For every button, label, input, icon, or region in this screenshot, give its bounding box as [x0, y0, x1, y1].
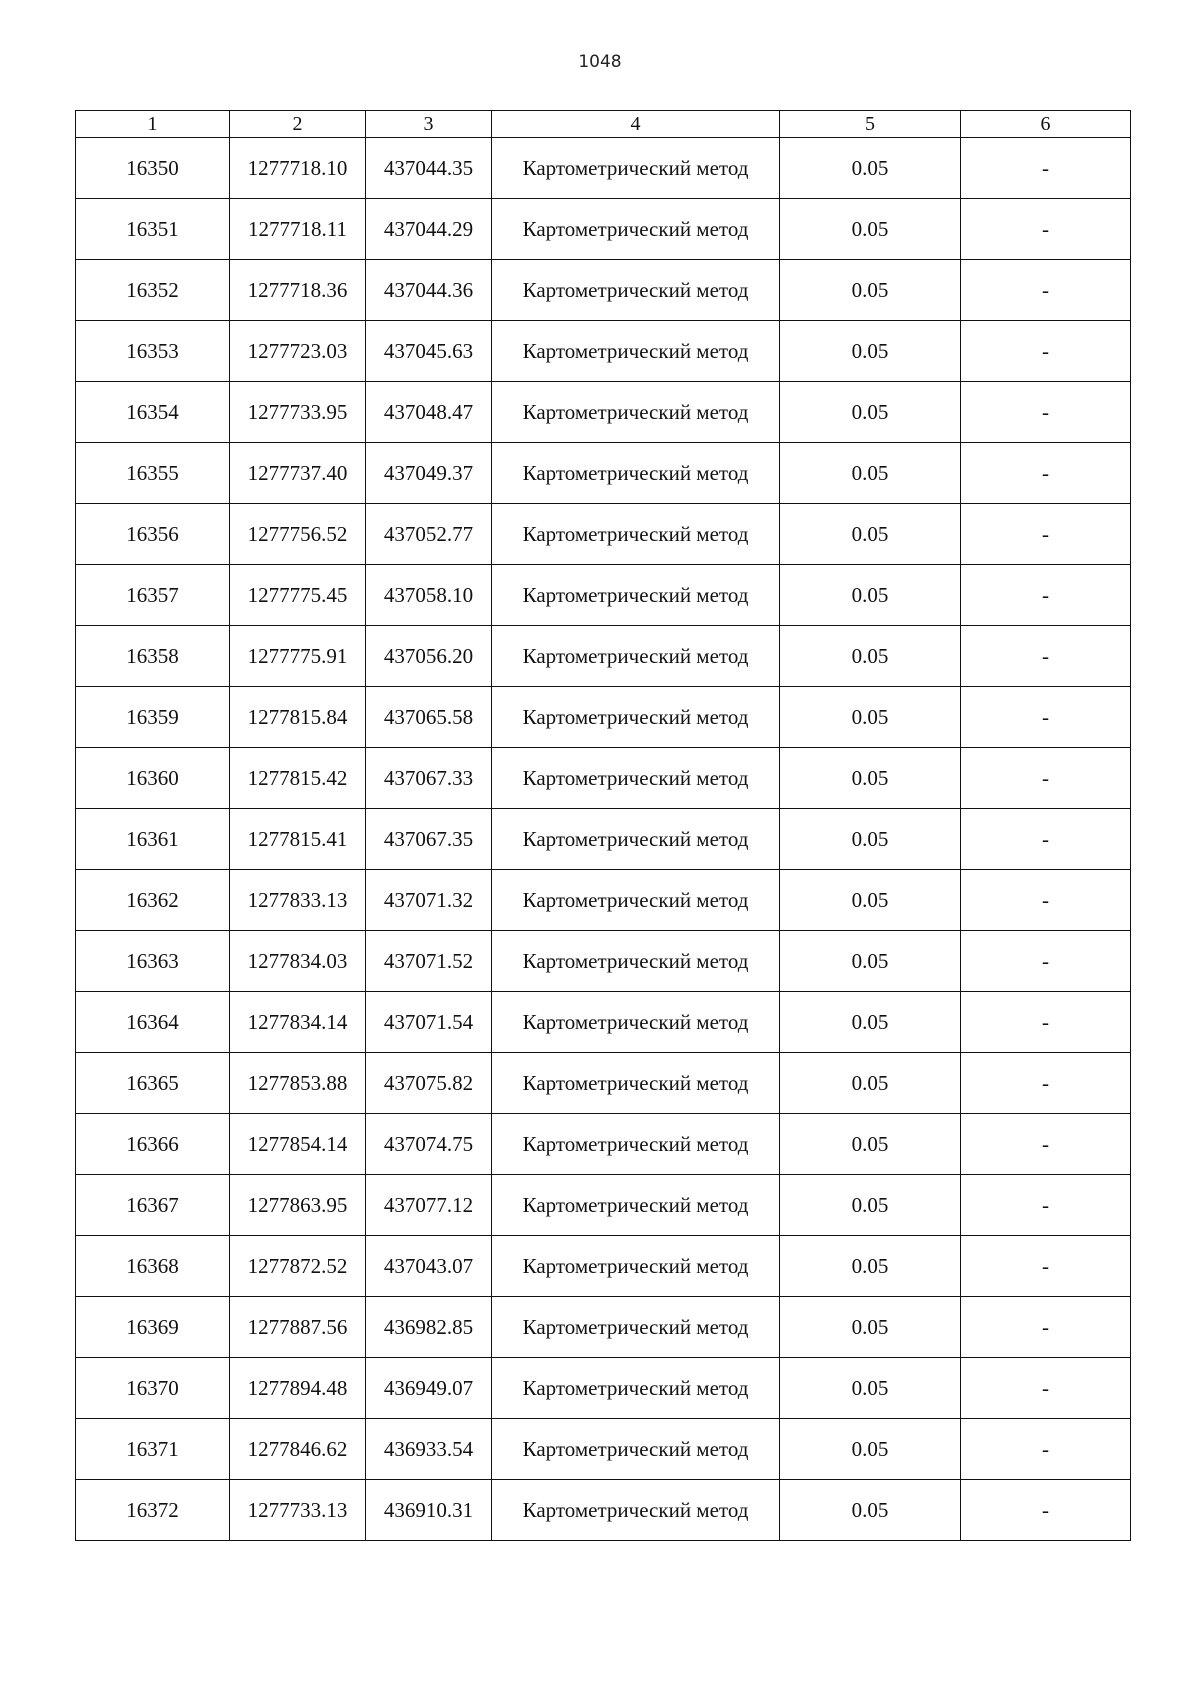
y-coordinate-cell: 437071.32: [366, 870, 492, 931]
y-coordinate-cell: 437056.20: [366, 626, 492, 687]
x-coordinate-cell: 1277894.48: [230, 1358, 366, 1419]
table-row: [76, 870, 1131, 931]
note-cell: -: [961, 1419, 1131, 1480]
point-number-cell: 16359: [76, 687, 230, 748]
y-coordinate-cell: 437045.63: [366, 321, 492, 382]
table-row: [76, 138, 1131, 199]
note-cell: -: [961, 1114, 1131, 1175]
point-number-cell: 16360: [76, 748, 230, 809]
y-coordinate-cell: 437043.07: [366, 1236, 492, 1297]
method-cell: Картометрический метод: [492, 199, 780, 260]
method-cell: Картометрический метод: [492, 809, 780, 870]
note-cell: -: [961, 321, 1131, 382]
y-coordinate-cell: 436982.85: [366, 1297, 492, 1358]
coordinates-table: [75, 110, 1131, 1541]
column-header-2: 2: [230, 111, 366, 138]
accuracy-cell: 0.05: [780, 565, 961, 626]
point-number-cell: 16363: [76, 931, 230, 992]
table-row: [76, 1236, 1131, 1297]
x-coordinate-cell: 1277854.14: [230, 1114, 366, 1175]
note-cell: -: [961, 809, 1131, 870]
method-cell: Картометрический метод: [492, 260, 780, 321]
accuracy-cell: 0.05: [780, 382, 961, 443]
x-coordinate-cell: 1277815.41: [230, 809, 366, 870]
x-coordinate-cell: 1277756.52: [230, 504, 366, 565]
point-number-cell: 16357: [76, 565, 230, 626]
point-number-cell: 16366: [76, 1114, 230, 1175]
x-coordinate-cell: 1277733.95: [230, 382, 366, 443]
note-cell: -: [961, 1480, 1131, 1541]
point-number-cell: 16361: [76, 809, 230, 870]
note-cell: -: [961, 1236, 1131, 1297]
column-header-6: 6: [961, 111, 1131, 138]
method-cell: Картометрический метод: [492, 565, 780, 626]
accuracy-cell: 0.05: [780, 504, 961, 565]
table-header-row: [76, 111, 1131, 138]
note-cell: -: [961, 260, 1131, 321]
x-coordinate-cell: 1277718.11: [230, 199, 366, 260]
point-number-cell: 16372: [76, 1480, 230, 1541]
point-number-cell: 16351: [76, 199, 230, 260]
note-cell: -: [961, 1053, 1131, 1114]
accuracy-cell: 0.05: [780, 1175, 961, 1236]
y-coordinate-cell: 436949.07: [366, 1358, 492, 1419]
table-row: [76, 321, 1131, 382]
x-coordinate-cell: 1277733.13: [230, 1480, 366, 1541]
method-cell: Картометрический метод: [492, 1297, 780, 1358]
x-coordinate-cell: 1277775.45: [230, 565, 366, 626]
method-cell: Картометрический метод: [492, 1419, 780, 1480]
point-number-cell: 16369: [76, 1297, 230, 1358]
y-coordinate-cell: 436933.54: [366, 1419, 492, 1480]
table-row: [76, 809, 1131, 870]
method-cell: Картометрический метод: [492, 1114, 780, 1175]
x-coordinate-cell: 1277846.62: [230, 1419, 366, 1480]
y-coordinate-cell: 437074.75: [366, 1114, 492, 1175]
table-row: [76, 687, 1131, 748]
method-cell: Картометрический метод: [492, 138, 780, 199]
column-header-5: 5: [780, 111, 961, 138]
y-coordinate-cell: 437075.82: [366, 1053, 492, 1114]
page-number: 1048: [578, 52, 622, 72]
y-coordinate-cell: 437044.36: [366, 260, 492, 321]
y-coordinate-cell: 437044.29: [366, 199, 492, 260]
note-cell: -: [961, 565, 1131, 626]
accuracy-cell: 0.05: [780, 931, 961, 992]
x-coordinate-cell: 1277723.03: [230, 321, 366, 382]
accuracy-cell: 0.05: [780, 1236, 961, 1297]
method-cell: Картометрический метод: [492, 870, 780, 931]
point-number-cell: 16355: [76, 443, 230, 504]
note-cell: -: [961, 931, 1131, 992]
method-cell: Картометрический метод: [492, 382, 780, 443]
column-header-3: 3: [366, 111, 492, 138]
table-row: [76, 1358, 1131, 1419]
note-cell: -: [961, 382, 1131, 443]
y-coordinate-cell: 437071.54: [366, 992, 492, 1053]
note-cell: -: [961, 687, 1131, 748]
accuracy-cell: 0.05: [780, 809, 961, 870]
point-number-cell: 16358: [76, 626, 230, 687]
accuracy-cell: 0.05: [780, 138, 961, 199]
table-row: [76, 382, 1131, 443]
table-row: [76, 1419, 1131, 1480]
y-coordinate-cell: 437067.35: [366, 809, 492, 870]
table-row: [76, 748, 1131, 809]
x-coordinate-cell: 1277834.14: [230, 992, 366, 1053]
note-cell: -: [961, 992, 1131, 1053]
point-number-cell: 16356: [76, 504, 230, 565]
y-coordinate-cell: 437065.58: [366, 687, 492, 748]
method-cell: Картометрический метод: [492, 1236, 780, 1297]
point-number-cell: 16368: [76, 1236, 230, 1297]
x-coordinate-cell: 1277815.42: [230, 748, 366, 809]
x-coordinate-cell: 1277718.36: [230, 260, 366, 321]
method-cell: Картометрический метод: [492, 1053, 780, 1114]
accuracy-cell: 0.05: [780, 199, 961, 260]
method-cell: Картометрический метод: [492, 443, 780, 504]
method-cell: Картометрический метод: [492, 748, 780, 809]
accuracy-cell: 0.05: [780, 260, 961, 321]
point-number-cell: 16352: [76, 260, 230, 321]
x-coordinate-cell: 1277872.52: [230, 1236, 366, 1297]
method-cell: Картометрический метод: [492, 1175, 780, 1236]
table-row: [76, 626, 1131, 687]
note-cell: -: [961, 870, 1131, 931]
accuracy-cell: 0.05: [780, 1480, 961, 1541]
x-coordinate-cell: 1277737.40: [230, 443, 366, 504]
note-cell: -: [961, 748, 1131, 809]
table-row: [76, 565, 1131, 626]
accuracy-cell: 0.05: [780, 1358, 961, 1419]
y-coordinate-cell: 437049.37: [366, 443, 492, 504]
method-cell: Картометрический метод: [492, 321, 780, 382]
note-cell: -: [961, 443, 1131, 504]
x-coordinate-cell: 1277775.91: [230, 626, 366, 687]
accuracy-cell: 0.05: [780, 443, 961, 504]
x-coordinate-cell: 1277863.95: [230, 1175, 366, 1236]
x-coordinate-cell: 1277833.13: [230, 870, 366, 931]
table-row: [76, 1114, 1131, 1175]
y-coordinate-cell: 437048.47: [366, 382, 492, 443]
table-body: [76, 138, 1131, 1541]
y-coordinate-cell: 437071.52: [366, 931, 492, 992]
note-cell: -: [961, 199, 1131, 260]
x-coordinate-cell: 1277834.03: [230, 931, 366, 992]
x-coordinate-cell: 1277887.56: [230, 1297, 366, 1358]
column-header-1: 1: [76, 111, 230, 138]
table-row: [76, 1297, 1131, 1358]
accuracy-cell: 0.05: [780, 1114, 961, 1175]
accuracy-cell: 0.05: [780, 321, 961, 382]
x-coordinate-cell: 1277815.84: [230, 687, 366, 748]
accuracy-cell: 0.05: [780, 870, 961, 931]
y-coordinate-cell: 436910.31: [366, 1480, 492, 1541]
accuracy-cell: 0.05: [780, 1419, 961, 1480]
method-cell: Картометрический метод: [492, 931, 780, 992]
method-cell: Картометрический метод: [492, 992, 780, 1053]
table-row: [76, 1053, 1131, 1114]
accuracy-cell: 0.05: [780, 626, 961, 687]
table-row: [76, 992, 1131, 1053]
point-number-cell: 16362: [76, 870, 230, 931]
note-cell: -: [961, 626, 1131, 687]
table-row: [76, 1175, 1131, 1236]
method-cell: Картометрический метод: [492, 1480, 780, 1541]
x-coordinate-cell: 1277853.88: [230, 1053, 366, 1114]
point-number-cell: 16367: [76, 1175, 230, 1236]
accuracy-cell: 0.05: [780, 1053, 961, 1114]
point-number-cell: 16364: [76, 992, 230, 1053]
method-cell: Картометрический метод: [492, 504, 780, 565]
table-row: [76, 260, 1131, 321]
method-cell: Картометрический метод: [492, 1358, 780, 1419]
y-coordinate-cell: 437067.33: [366, 748, 492, 809]
y-coordinate-cell: 437052.77: [366, 504, 492, 565]
point-number-cell: 16371: [76, 1419, 230, 1480]
accuracy-cell: 0.05: [780, 1297, 961, 1358]
y-coordinate-cell: 437077.12: [366, 1175, 492, 1236]
point-number-cell: 16350: [76, 138, 230, 199]
column-header-4: 4: [492, 111, 780, 138]
note-cell: -: [961, 1358, 1131, 1419]
y-coordinate-cell: 437058.10: [366, 565, 492, 626]
point-number-cell: 16354: [76, 382, 230, 443]
method-cell: Картометрический метод: [492, 687, 780, 748]
y-coordinate-cell: 437044.35: [366, 138, 492, 199]
table-row: [76, 199, 1131, 260]
note-cell: -: [961, 1297, 1131, 1358]
accuracy-cell: 0.05: [780, 992, 961, 1053]
note-cell: -: [961, 138, 1131, 199]
point-number-cell: 16370: [76, 1358, 230, 1419]
note-cell: -: [961, 504, 1131, 565]
method-cell: Картометрический метод: [492, 626, 780, 687]
accuracy-cell: 0.05: [780, 748, 961, 809]
table-row: [76, 504, 1131, 565]
table-row: [76, 1480, 1131, 1541]
x-coordinate-cell: 1277718.10: [230, 138, 366, 199]
table-row: [76, 443, 1131, 504]
accuracy-cell: 0.05: [780, 687, 961, 748]
point-number-cell: 16365: [76, 1053, 230, 1114]
note-cell: -: [961, 1175, 1131, 1236]
point-number-cell: 16353: [76, 321, 230, 382]
table-row: [76, 931, 1131, 992]
